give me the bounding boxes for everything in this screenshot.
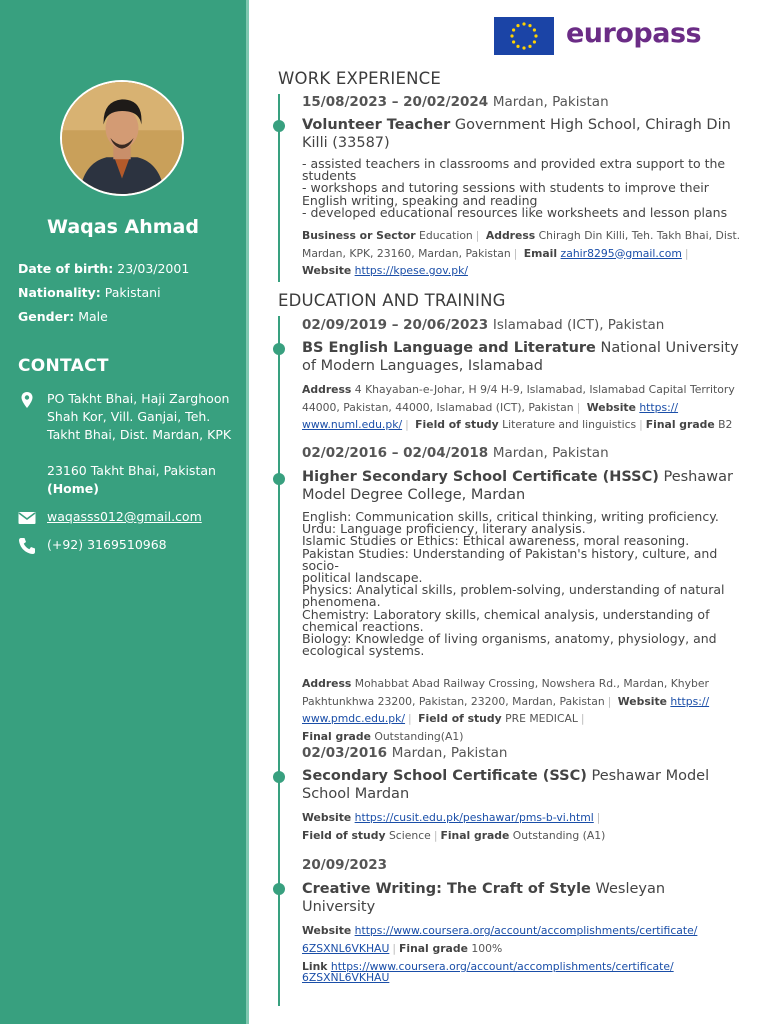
nationality-row	[18, 281, 238, 305]
edu-dates	[302, 857, 742, 873]
dob-row	[18, 257, 238, 281]
work-location: Mardan, Pakistan	[492, 94, 609, 110]
work-description	[302, 158, 742, 219]
edu-description	[302, 511, 742, 657]
europass-wordmark: europass	[566, 18, 702, 49]
sector-label: Business or Sector	[302, 229, 416, 243]
employer-website-link[interactable]: https://kpese.gov.pk/	[354, 264, 468, 278]
field-value: PRE MEDICAL	[505, 712, 578, 726]
profile-photo	[60, 80, 184, 196]
subject-line: ecological systems.	[302, 643, 425, 659]
institution: Wesleyan University	[302, 881, 666, 915]
address-label: Address	[302, 383, 352, 396]
subject-line: Islamic Studies or Ethics: Ethical awareness, moral reasoning.	[302, 533, 690, 549]
work-entry	[302, 94, 742, 280]
institution-website-link[interactable]: https://cusit.edu.pk/peshawar/pms-b-vi.html	[354, 811, 594, 824]
work-experience-heading: WORK EXPERIENCE	[278, 69, 441, 88]
work-desc-line: students	[302, 168, 357, 184]
edu-location: Mardan, Pakistan	[391, 745, 508, 761]
work-role	[302, 116, 742, 152]
work-meta: Business or Sector Education | Address Chiragh Din Killi, Teh. Takh Bhai, Dist. Mardan, KPK, 23160, Mardan, Pakistan | Email zahir8295@gmail.com | Website https://kpese.gov.pk/	[302, 229, 741, 278]
timeline-dot	[273, 473, 285, 485]
website-part: https://	[670, 694, 710, 708]
education-entry-course	[302, 857, 742, 983]
subject-line: Chemistry: Laboratory skills, chemical analysis, understanding of	[302, 606, 710, 622]
edu-dates	[302, 317, 742, 333]
work-organization: Government High School, Chiragh Din Killi (33587)	[302, 117, 731, 151]
address-label: Address	[485, 229, 536, 243]
institution: Peshawar Model School Mardan	[302, 768, 710, 802]
edu-dates	[302, 745, 742, 761]
edu-meta: Address 4 Khayaban-e-Johar, H 9/4 H-9, Islamabad, Islamabad Capital Territory 44000, Pakistan, 44000, Islamabad (ICT), Pakistan | Website https:// www.numl.edu.pk/ | Field of study Literature and linguistics | Final grade B2	[302, 383, 735, 431]
website-label: Website	[302, 924, 352, 937]
personal-info	[18, 257, 238, 329]
edu-degree	[302, 339, 742, 375]
subject-line: phenomena.	[302, 594, 381, 610]
europass-logo	[494, 17, 704, 57]
location-pin-icon	[18, 391, 36, 409]
nationality-label: Nationality:	[18, 285, 101, 300]
dob-value: 23/03/2001	[117, 261, 190, 276]
gender-label: Gender:	[18, 309, 75, 324]
website-label: Website	[617, 694, 667, 708]
email-label: Email	[523, 246, 558, 260]
edu-degree	[302, 767, 742, 803]
education-entry-hssc	[302, 445, 742, 745]
website-label: Website	[302, 811, 352, 824]
edu-date-range: 20/09/2023	[302, 857, 388, 873]
address-label: Address	[302, 677, 352, 691]
website-part: 6ZSXNL6VKHAU	[302, 941, 390, 955]
edu-location: Mardan, Pakistan	[492, 445, 609, 461]
sidebar	[0, 0, 246, 1024]
subject-line: English: Communication skills, critical thinking, writing proficiency.	[302, 509, 719, 524]
education-entry-bs	[302, 317, 742, 434]
timeline-dot	[273, 771, 285, 783]
contact-email	[18, 508, 240, 528]
gender-value: Male	[78, 309, 108, 324]
subject-line: Pakistan Studies: Understanding of Pakistan's history, culture, and socio-	[302, 545, 718, 573]
edu-dates	[302, 445, 742, 461]
website-part: www.numl.edu.pk/	[302, 418, 403, 431]
contact-heading: CONTACT	[18, 356, 109, 376]
subject-line: chemical reactions.	[302, 618, 424, 634]
education-timeline	[278, 316, 280, 1006]
subject-line: Biology: Knowledge of living organisms, anatomy, physiology, and	[302, 631, 717, 647]
education-heading: EDUCATION AND TRAINING	[278, 291, 506, 310]
grade-value: Outstanding(A1)	[374, 729, 464, 743]
timeline-dot	[273, 120, 285, 132]
grade-value: Outstanding (A1)	[512, 828, 606, 842]
employer-email-link[interactable]: zahir8295@gmail.com	[560, 246, 682, 260]
eu-flag-icon	[494, 17, 554, 55]
subject-line: political landscape.	[302, 570, 423, 586]
field-value: Science	[388, 828, 431, 842]
email-link[interactable]: waqasss012@gmail.com	[47, 509, 202, 524]
work-desc-line: - assisted teachers in classrooms and provided extra support to the	[302, 156, 726, 171]
timeline-dot	[273, 883, 285, 895]
address-type: (Home)	[47, 481, 99, 496]
edu-location: Islamabad (ICT), Pakistan	[492, 317, 665, 333]
address-value: Mohabbat Abad Railway Crossing, Nowshera Rd., Mardan, Khyber Pakhtunkhwa 23200, Pakistan, 23200, Mardan, Pakistan	[302, 677, 709, 708]
work-date-range: 15/08/2023 – 20/02/2024	[302, 94, 489, 110]
envelope-icon	[18, 509, 36, 527]
sidebar-divider	[246, 0, 249, 1024]
field-label: Field of study	[415, 418, 499, 431]
grade-label: Final grade	[399, 941, 468, 955]
certificate-link[interactable]	[302, 960, 674, 984]
edu-date-range: 02/02/2016 – 02/04/2018	[302, 445, 489, 461]
subject-line: Urdu: Language proficiency, literary analysis.	[302, 521, 586, 537]
degree-title: Secondary School Certificate (SSC)	[302, 768, 587, 784]
address-value: 4 Khayaban-e-Johar, H 9/4 H-9, Islamabad, Islamabad Capital Territory 44000, Pakistan, 44000, Islamabad (ICT), Pakistan	[302, 383, 735, 414]
institution: Peshawar Model Degree College, Mardan	[302, 469, 733, 503]
website-label: Website	[586, 400, 636, 414]
link-label: Link	[302, 960, 328, 973]
address-line-1: PO Takht Bhai, Haji Zarghoon Shah Kor, Vill. Ganjai, Teh. Takht Bhai, Dist. Mardan, KPK	[47, 391, 232, 442]
full-name: Waqas Ahmad	[47, 216, 199, 238]
degree-title: Creative Writing: The Craft of Style	[302, 881, 591, 897]
institution: National University of Modern Languages, Islamabad	[302, 340, 739, 374]
work-desc-line: - workshops and tutoring sessions with students to improve their	[302, 180, 709, 196]
nationality-value: Pakistani	[104, 285, 161, 300]
edu-degree	[302, 468, 742, 504]
website-part: www.pmdc.edu.pk/	[302, 712, 406, 726]
edu-meta: Website https://www.coursera.org/account/accomplishments/certificate/ 6ZSXNL6VKHAU | Final grade 100%	[302, 924, 698, 955]
grade-label: Final grade	[302, 729, 371, 743]
subject-line: Physics: Analytical skills, problem-solving, understanding of natural	[302, 582, 725, 598]
phone-icon	[18, 537, 36, 555]
sector-value: Education	[419, 229, 473, 243]
address-line-2: 23160 Takht Bhai, Pakistan	[47, 463, 216, 478]
contact-phone	[18, 536, 240, 556]
edu-meta: Address Mohabbat Abad Railway Crossing, Nowshera Rd., Mardan, Khyber Pakhtunkhwa 23200, Pakistan, 23200, Mardan, Pakistan | Website https:// www.pmdc.edu.pk/ | Field of study PRE MEDICAL | Final grade Outstanding(A1)	[302, 677, 710, 743]
dob-label: Date of birth:	[18, 261, 114, 276]
edu-meta: Website https://cusit.edu.pk/peshawar/pms-b-vi.html | Field of study Science | Final grade Outstanding (A1)	[302, 811, 606, 842]
work-title: Volunteer Teacher	[302, 117, 451, 133]
grade-value: 100%	[471, 941, 503, 955]
edu-date-range: 02/09/2019 – 20/06/2023	[302, 317, 489, 333]
grade-label: Final grade	[645, 418, 715, 431]
edu-link	[302, 961, 742, 983]
field-label: Field of study	[418, 712, 502, 726]
work-dates	[302, 94, 742, 110]
field-value: Literature and linguistics	[502, 418, 637, 431]
timeline-dot	[273, 343, 285, 355]
link-part: https://www.coursera.org/account/accomplishments/certificate/	[330, 960, 674, 973]
education-entry-ssc	[302, 745, 742, 844]
website-part: https://	[639, 400, 679, 414]
field-label: Field of study	[302, 828, 386, 842]
grade-value: B2	[718, 418, 733, 431]
edu-degree	[302, 880, 742, 916]
gender-row	[18, 305, 238, 329]
grade-label: Final grade	[440, 828, 510, 842]
edu-date-range: 02/03/2016	[302, 745, 388, 761]
work-desc-line: English writing, speaking and reading	[302, 192, 538, 208]
website-part: https://www.coursera.org/account/accomplishments/certificate/	[354, 924, 698, 937]
degree-title: BS English Language and Literature	[302, 340, 596, 356]
phone-number: (+92) 3169510968	[47, 537, 167, 552]
contact-address	[18, 390, 240, 496]
address-value: Chiragh Din Killi, Teh. Takh Bhai, Dist. Mardan, KPK, 23160, Mardan, Pakistan	[302, 229, 741, 260]
website-label: Website	[302, 264, 352, 278]
link-part: 6ZSXNL6VKHAU	[302, 971, 390, 984]
work-desc-line: - developed educational resources like worksheets and lesson plans	[302, 204, 728, 220]
degree-title: Higher Secondary School Certificate (HSSC)	[302, 469, 659, 485]
